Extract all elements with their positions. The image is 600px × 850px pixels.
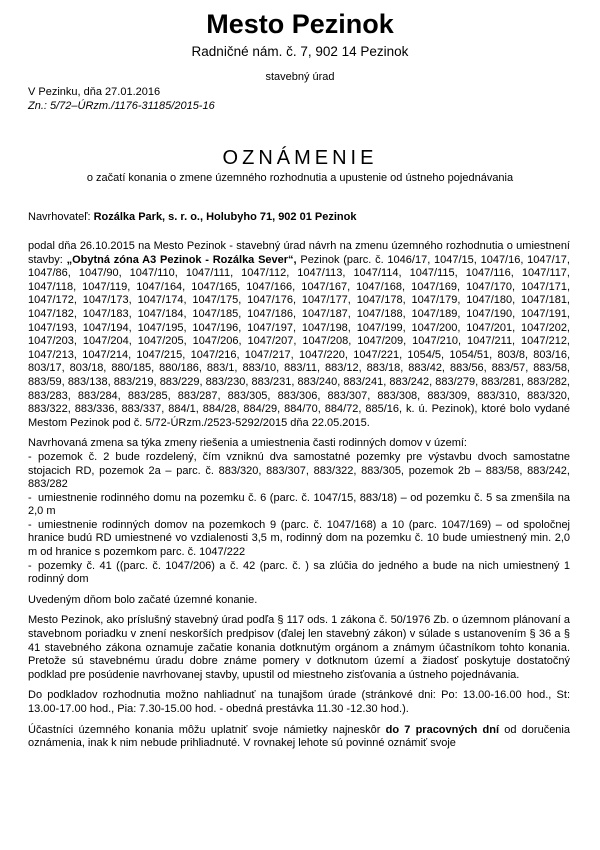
changes-list	[28, 451, 570, 587]
objection-deadline: do 7 pracovných dní	[385, 723, 500, 736]
list-item-text: pozemok č. 2 bude rozdelený, čím vzniknú dva samostatné pozemky pre výstavbu dvoch samostatne stojacich RD, pozemok 2a – parc. č. 883/320, 883/307, 883/322, 883/305, pozemok 2b – 883/58, 883/242, 883/282	[28, 450, 570, 491]
list-item: - pozemok č. 2 bude rozdelený, čím vzniknú dva samostatné pozemky pre výstavbu dvoch samostatne stojacich RD, pozemok 2a – parc. č. 883/320, 883/307, 883/322, 883/305, pozemok 2b – 883/58, 883/242, 883/282	[28, 450, 570, 491]
reference-number: Zn.: 5/72–ÚRzm./1176-31185/2015-16	[28, 100, 215, 112]
paragraph-objections-part2: od doručenia oznámenia, inak k nim nebude prihliadnuté. V rovnakej lehote sú povinné oznámiť svoje	[28, 723, 570, 750]
document-body	[28, 240, 570, 758]
list-item: - pozemky č. 41 ((parc. č. 1047/206) a č. 42 (parc. č. ) sa zlúčia do jedného a bude na nich umiestnený 1 rodinný dom	[28, 559, 570, 586]
list-item-text: pozemky č. 41 ((parc. č. 1047/206) a č. 42 (parc. č. ) sa zlúčia do jedného a bude na nich umiestnený 1 rodinný dom	[28, 559, 570, 586]
project-name: „Obytná zóna A3 Pezinok - Rozálka Sever“,	[66, 253, 297, 266]
list-item-text: umiestnenie rodinného domu na pozemku č. 6 (parc. č. 1047/15, 883/18) – od pozemku č. 5 sa zmenšila na 2,0 m	[28, 491, 570, 518]
list-item-text: umiestnenie rodinných domov na pozemkoch 9 (parc. č. 1047/168) a 10 (parc. 1047/169) – od spoločnej hranice budú RD umiestnené vo vzdialenosti 3,5 m, rodinný dom na pozemku č. 10 bude umiestnený min. 2,0 m od hranice s pozemkom parc. č. 1047/222	[28, 518, 570, 559]
applicant-line	[28, 210, 356, 224]
applicant-value: Rozálka Park, s. r. o., Holubyho 71, 902 01 Pezinok	[93, 211, 357, 223]
paragraph-application-part1: podal dňa 26.10.2015 na Mesto Pezinok - stavebný úrad návrh na zmenu územného rozhodnutia o umiestnení stavby:	[28, 240, 570, 266]
list-item: - umiestnenie rodinného domu na pozemku č. 6 (parc. č. 1047/15, 883/18) – od pozemku č. 5 sa zmenšila na 2,0 m	[28, 491, 570, 518]
issuer-title: Mesto Pezinok	[206, 9, 394, 39]
changes-intro: Navrhovaná zmena sa týka zmeny riešenia a umiestnenia časti rodinných domov v území:	[28, 437, 467, 450]
issuer-office: stavebný úrad	[265, 71, 335, 83]
paragraph-application	[28, 240, 570, 430]
paragraph-objections	[28, 724, 570, 751]
paragraph-hours: Do podkladov rozhodnutia možno nahliadnuť na tunajšom úrade (stránkové dni: Po: 13.00-16.00 hod., St: 13.00-17.00 hod., Pia: 7.30-15.00 hod. - obedná prestávka 11.30 -12.30 hod.).	[28, 689, 570, 715]
list-item: - umiestnenie rodinných domov na pozemkoch 9 (parc. č. 1047/168) a 10 (parc. 1047/169) – od spoločnej hranice budú RD umiestnené vo vzdialenosti 3,5 m, rodinný dom na pozemku č. 10 bude umiestnený min. 2,0 m od hranice s pozemkom parc. č. 1047/222	[28, 518, 570, 559]
paragraph-objections-part1: Účastníci územného konania môžu uplatniť svoje námietky najneskôr	[28, 723, 386, 736]
issuer-address: Radničné nám. č. 7, 902 14 Pezinok	[191, 44, 409, 59]
date-line: V Pezinku, dňa 27.01.2016	[28, 86, 161, 98]
paragraph-application-part2: Pezinok (parc. č. 1046/17, 1047/15, 1047/16, 1047/17, 1047/86, 1047/90, 1047/110, 1047/111, 1047/112, 1047/113, 1047/114, 1047/115, 1047/116, 1047/117, 1047/118, 1047/119, 1047/164, 1047/165, 1047/166, 1047/167, 1047/168, 1047/169, 1047/170, 1047/171, 1047/172, 1047/173, 1047/174, 1047/175, 1047/176, 1047/177, 1047/178, 1047/179, 1047/180, 1047/181, 1047/182, 1047/183, 1047/184, 1047/185, 1047/186, 1047/187, 1047/188, 1047/189, 1047/190, 1047/191, 1047/193, 1047/194, 1047/195, 1047/196, 1047/197, 1047/198, 1047/199, 1047/200, 1047/201, 1047/202, 1047/203, 1047/204, 1047/205, 1047/206, 1047/207, 1047/208, 1047/209, 1047/210, 1047/211, 1047/212, 1047/213, 1047/214, 1047/215, 1047/216, 1047/217, 1047/220, 1047/221, 1054/5, 1054/51, 803/8, 803/16, 803/17, 803/18, 880/185, 880/186, 883/1, 883/10, 883/11, 883/12, 883/18, 883/42, 883/56, 883/57, 883/58, 883/59, 883/138, 883/219, 883/229, 883/230, 883/231, 883/240, 883/241, 883/242, 883/279, 883/281, 883/282, 883/283, 883/284, 883/285, 883/287, 883/305, 883/306, 883/307, 883/308, 883/309, 883/310, 883/320, 883/322, 883/336, 883/337, 884/1, 884/28, 884/29, 884/70, 884/72, 885/16, k. ú. Pezinok), ktoré bolo vydané Mestom Pezinok pod č. 5/72-ÚRzm./2523-5292/2015 dňa 22.05.2015.	[28, 253, 570, 429]
document-title: OZNÁMENIE	[222, 147, 378, 169]
paragraph-authority: Mesto Pezinok, ako príslušný stavebný úrad podľa § 117 ods. 1 zákona č. 50/1976 Zb. o územnom plánovaní a stavebnom poriadku v znení neskorších predpisov (ďalej len stavebný zákon) v súlade s ustanovením § 36 a § 41 stavebného zákona oznamuje začatie konania dotknutým orgánom a známym účastníkom tohto konania. Pretože sú stavebnému úradu dobre známe pomery v dotknutom území a žiadosť poskytuje dostatočný podklad pre posúdenie navrhovanej stavby, upustil od miestneho zisťovania a ústneho pojednávania.	[28, 614, 570, 681]
applicant-label: Navrhovateľ:	[28, 211, 91, 223]
document-subtitle: o začatí konania o zmene územného rozhodnutia a upustenie od ústneho pojednávania	[86, 172, 514, 184]
paragraph-notice: Uvedeným dňom bolo začaté územné konanie.	[28, 593, 258, 606]
